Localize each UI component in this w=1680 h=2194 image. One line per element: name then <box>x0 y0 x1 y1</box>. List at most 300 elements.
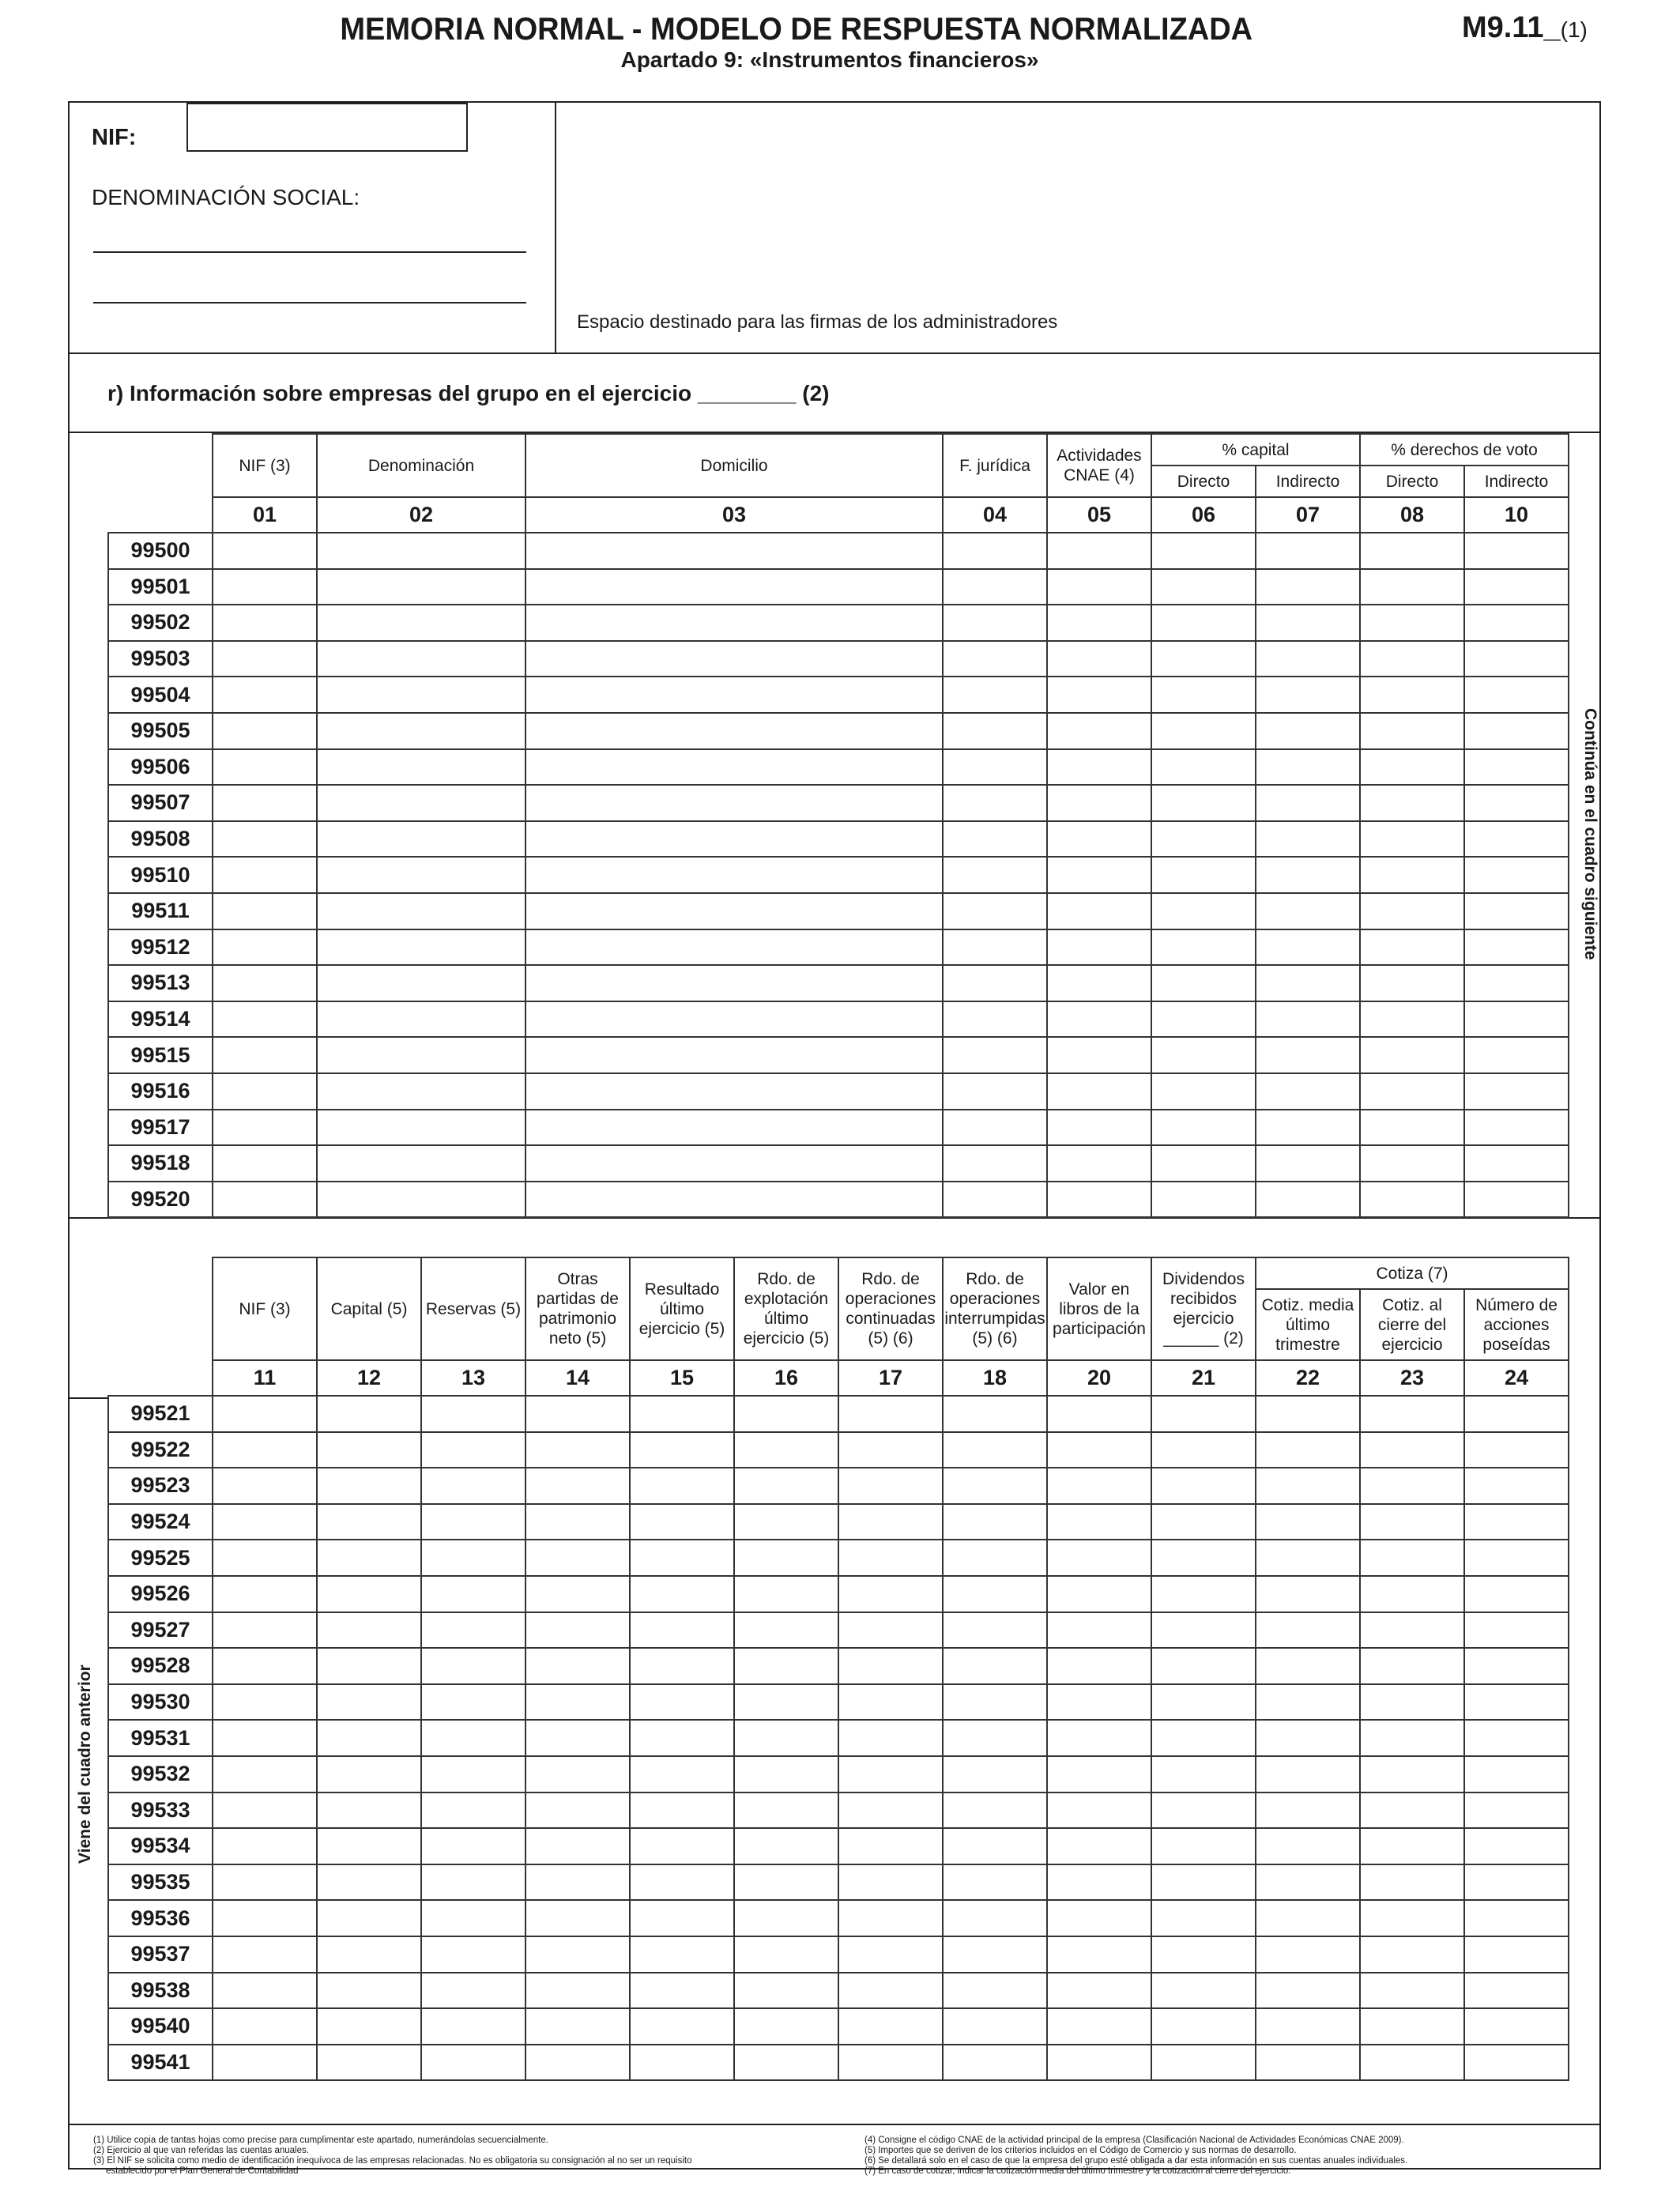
data-cell[interactable] <box>1360 1828 1464 1864</box>
data-cell[interactable] <box>213 1973 317 2009</box>
data-cell[interactable] <box>317 1037 525 1073</box>
data-cell[interactable] <box>1360 929 1464 966</box>
data-cell[interactable] <box>317 1576 421 1612</box>
data-cell[interactable] <box>1464 965 1569 1001</box>
data-cell[interactable] <box>1464 569 1569 605</box>
data-cell[interactable] <box>317 1648 421 1684</box>
data-cell[interactable] <box>1360 749 1464 786</box>
data-cell[interactable] <box>1047 1504 1151 1540</box>
data-cell[interactable] <box>943 1468 1047 1504</box>
data-cell[interactable] <box>525 1936 630 1973</box>
data-cell[interactable] <box>734 1684 838 1721</box>
data-cell[interactable] <box>317 1145 525 1182</box>
data-cell[interactable] <box>838 1900 943 1936</box>
data-cell[interactable] <box>943 2008 1047 2045</box>
data-cell[interactable] <box>213 1504 317 1540</box>
data-cell[interactable] <box>838 1432 943 1468</box>
data-cell[interactable] <box>421 1396 525 1432</box>
data-cell[interactable] <box>1360 1576 1464 1612</box>
data-cell[interactable] <box>421 1540 525 1576</box>
data-cell[interactable] <box>525 749 943 786</box>
data-cell[interactable] <box>1256 929 1360 966</box>
data-cell[interactable] <box>1256 1396 1360 1432</box>
data-cell[interactable] <box>1256 677 1360 713</box>
data-cell[interactable] <box>1360 785 1464 821</box>
data-cell[interactable] <box>838 1648 943 1684</box>
denominacion-line-2[interactable] <box>93 302 526 303</box>
data-cell[interactable] <box>1256 893 1360 929</box>
data-cell[interactable] <box>734 1648 838 1684</box>
data-cell[interactable] <box>1047 1001 1151 1038</box>
data-cell[interactable] <box>421 2008 525 2045</box>
data-cell[interactable] <box>1151 1828 1256 1864</box>
data-cell[interactable] <box>1047 749 1151 786</box>
data-cell[interactable] <box>1047 713 1151 749</box>
data-cell[interactable] <box>1256 1936 1360 1973</box>
data-cell[interactable] <box>421 1828 525 1864</box>
data-cell[interactable] <box>1256 1432 1360 1468</box>
data-cell[interactable] <box>525 1684 630 1721</box>
data-cell[interactable] <box>317 605 525 641</box>
data-cell[interactable] <box>525 1793 630 1829</box>
data-cell[interactable] <box>1256 1612 1360 1649</box>
data-cell[interactable] <box>1360 677 1464 713</box>
data-cell[interactable] <box>943 1396 1047 1432</box>
data-cell[interactable] <box>1151 857 1256 893</box>
data-cell[interactable] <box>630 1468 734 1504</box>
data-cell[interactable] <box>838 1720 943 1756</box>
data-cell[interactable] <box>734 1756 838 1793</box>
data-cell[interactable] <box>734 1576 838 1612</box>
data-cell[interactable] <box>1151 1648 1256 1684</box>
data-cell[interactable] <box>213 929 317 966</box>
data-cell[interactable] <box>1151 1001 1256 1038</box>
data-cell[interactable] <box>1256 569 1360 605</box>
data-cell[interactable] <box>213 1468 317 1504</box>
data-cell[interactable] <box>1464 785 1569 821</box>
data-cell[interactable] <box>213 1432 317 1468</box>
data-cell[interactable] <box>1256 1864 1360 1901</box>
data-cell[interactable] <box>1464 1110 1569 1146</box>
data-cell[interactable] <box>1047 1828 1151 1864</box>
data-cell[interactable] <box>1047 2045 1151 2081</box>
data-cell[interactable] <box>1360 641 1464 677</box>
data-cell[interactable] <box>525 569 943 605</box>
data-cell[interactable] <box>317 749 525 786</box>
data-cell[interactable] <box>943 533 1047 569</box>
data-cell[interactable] <box>734 1720 838 1756</box>
data-cell[interactable] <box>734 1936 838 1973</box>
data-cell[interactable] <box>943 2045 1047 2081</box>
data-cell[interactable] <box>630 1756 734 1793</box>
data-cell[interactable] <box>317 929 525 966</box>
data-cell[interactable] <box>213 1900 317 1936</box>
data-cell[interactable] <box>1151 1504 1256 1540</box>
data-cell[interactable] <box>943 785 1047 821</box>
data-cell[interactable] <box>734 1864 838 1901</box>
data-cell[interactable] <box>630 1864 734 1901</box>
data-cell[interactable] <box>525 677 943 713</box>
data-cell[interactable] <box>1151 1756 1256 1793</box>
data-cell[interactable] <box>630 1828 734 1864</box>
data-cell[interactable] <box>1151 1073 1256 1110</box>
data-cell[interactable] <box>1151 2008 1256 2045</box>
data-cell[interactable] <box>525 1432 630 1468</box>
data-cell[interactable] <box>1360 1973 1464 2009</box>
data-cell[interactable] <box>317 1900 421 1936</box>
data-cell[interactable] <box>1256 857 1360 893</box>
data-cell[interactable] <box>525 1396 630 1432</box>
data-cell[interactable] <box>1151 1720 1256 1756</box>
data-cell[interactable] <box>943 1540 1047 1576</box>
data-cell[interactable] <box>1151 1037 1256 1073</box>
data-cell[interactable] <box>317 821 525 858</box>
data-cell[interactable] <box>734 1468 838 1504</box>
data-cell[interactable] <box>734 1828 838 1864</box>
data-cell[interactable] <box>1151 1432 1256 1468</box>
data-cell[interactable] <box>213 893 317 929</box>
data-cell[interactable] <box>943 1793 1047 1829</box>
data-cell[interactable] <box>525 533 943 569</box>
data-cell[interactable] <box>1360 965 1464 1001</box>
data-cell[interactable] <box>317 1504 421 1540</box>
data-cell[interactable] <box>1047 1145 1151 1182</box>
data-cell[interactable] <box>734 1504 838 1540</box>
data-cell[interactable] <box>525 1182 943 1218</box>
data-cell[interactable] <box>1047 1793 1151 1829</box>
data-cell[interactable] <box>838 1793 943 1829</box>
data-cell[interactable] <box>1464 1432 1569 1468</box>
data-cell[interactable] <box>317 1793 421 1829</box>
data-cell[interactable] <box>1047 1540 1151 1576</box>
data-cell[interactable] <box>213 1793 317 1829</box>
data-cell[interactable] <box>1360 1720 1464 1756</box>
data-cell[interactable] <box>838 1468 943 1504</box>
data-cell[interactable] <box>317 1828 421 1864</box>
data-cell[interactable] <box>525 2008 630 2045</box>
data-cell[interactable] <box>1464 1684 1569 1721</box>
data-cell[interactable] <box>630 1973 734 2009</box>
data-cell[interactable] <box>734 1973 838 2009</box>
data-cell[interactable] <box>1360 893 1464 929</box>
data-cell[interactable] <box>525 2045 630 2081</box>
data-cell[interactable] <box>630 1396 734 1432</box>
data-cell[interactable] <box>317 677 525 713</box>
data-cell[interactable] <box>1047 1037 1151 1073</box>
data-cell[interactable] <box>734 1540 838 1576</box>
data-cell[interactable] <box>525 1540 630 1576</box>
data-cell[interactable] <box>838 1756 943 1793</box>
data-cell[interactable] <box>838 2045 943 2081</box>
data-cell[interactable] <box>630 1612 734 1649</box>
data-cell[interactable] <box>1360 1936 1464 1973</box>
data-cell[interactable] <box>1360 1432 1464 1468</box>
data-cell[interactable] <box>1360 1793 1464 1829</box>
data-cell[interactable] <box>1047 1396 1151 1432</box>
data-cell[interactable] <box>1464 2008 1569 2045</box>
data-cell[interactable] <box>1047 1756 1151 1793</box>
data-cell[interactable] <box>838 1973 943 2009</box>
data-cell[interactable] <box>525 1110 943 1146</box>
data-cell[interactable] <box>213 1612 317 1649</box>
data-cell[interactable] <box>630 2045 734 2081</box>
data-cell[interactable] <box>317 533 525 569</box>
data-cell[interactable] <box>525 641 943 677</box>
data-cell[interactable] <box>1151 1900 1256 1936</box>
data-cell[interactable] <box>317 1396 421 1432</box>
data-cell[interactable] <box>213 1182 317 1218</box>
data-cell[interactable] <box>525 893 943 929</box>
data-cell[interactable] <box>1464 1648 1569 1684</box>
data-cell[interactable] <box>317 1468 421 1504</box>
data-cell[interactable] <box>1151 1576 1256 1612</box>
data-cell[interactable] <box>1464 1828 1569 1864</box>
data-cell[interactable] <box>943 1504 1047 1540</box>
data-cell[interactable] <box>525 1973 630 2009</box>
data-cell[interactable] <box>213 785 317 821</box>
data-cell[interactable] <box>213 1936 317 1973</box>
data-cell[interactable] <box>421 1648 525 1684</box>
data-cell[interactable] <box>213 713 317 749</box>
data-cell[interactable] <box>317 1073 525 1110</box>
data-cell[interactable] <box>213 1145 317 1182</box>
data-cell[interactable] <box>1464 1720 1569 1756</box>
data-cell[interactable] <box>1151 677 1256 713</box>
data-cell[interactable] <box>1047 1973 1151 2009</box>
data-cell[interactable] <box>525 1612 630 1649</box>
data-cell[interactable] <box>1151 1864 1256 1901</box>
data-cell[interactable] <box>943 1936 1047 1973</box>
data-cell[interactable] <box>1464 1182 1569 1218</box>
data-cell[interactable] <box>1047 821 1151 858</box>
data-cell[interactable] <box>1464 1936 1569 1973</box>
data-cell[interactable] <box>943 713 1047 749</box>
data-cell[interactable] <box>1047 1684 1151 1721</box>
data-cell[interactable] <box>1047 1864 1151 1901</box>
data-cell[interactable] <box>1360 1037 1464 1073</box>
data-cell[interactable] <box>1256 1468 1360 1504</box>
data-cell[interactable] <box>1047 929 1151 966</box>
data-cell[interactable] <box>630 1432 734 1468</box>
data-cell[interactable] <box>421 1612 525 1649</box>
data-cell[interactable] <box>213 641 317 677</box>
data-cell[interactable] <box>1256 1576 1360 1612</box>
data-cell[interactable] <box>838 2008 943 2045</box>
data-cell[interactable] <box>1151 1110 1256 1146</box>
data-cell[interactable] <box>1360 1540 1464 1576</box>
data-cell[interactable] <box>1256 713 1360 749</box>
data-cell[interactable] <box>1360 1864 1464 1901</box>
data-cell[interactable] <box>1464 929 1569 966</box>
data-cell[interactable] <box>1360 1900 1464 1936</box>
data-cell[interactable] <box>734 1396 838 1432</box>
data-cell[interactable] <box>1047 1936 1151 1973</box>
data-cell[interactable] <box>1047 2008 1151 2045</box>
data-cell[interactable] <box>1464 1576 1569 1612</box>
data-cell[interactable] <box>213 749 317 786</box>
data-cell[interactable] <box>317 1001 525 1038</box>
data-cell[interactable] <box>1047 1648 1151 1684</box>
data-cell[interactable] <box>943 1037 1047 1073</box>
data-cell[interactable] <box>943 821 1047 858</box>
data-cell[interactable] <box>317 1182 525 1218</box>
data-cell[interactable] <box>1360 1684 1464 1721</box>
data-cell[interactable] <box>1047 785 1151 821</box>
data-cell[interactable] <box>943 929 1047 966</box>
data-cell[interactable] <box>943 1576 1047 1612</box>
data-cell[interactable] <box>421 1756 525 1793</box>
data-cell[interactable] <box>1256 1793 1360 1829</box>
data-cell[interactable] <box>317 1432 421 1468</box>
data-cell[interactable] <box>317 1684 421 1721</box>
data-cell[interactable] <box>1256 965 1360 1001</box>
data-cell[interactable] <box>213 1720 317 1756</box>
data-cell[interactable] <box>1151 1936 1256 1973</box>
data-cell[interactable] <box>1047 533 1151 569</box>
data-cell[interactable] <box>213 1576 317 1612</box>
data-cell[interactable] <box>421 1793 525 1829</box>
data-cell[interactable] <box>1047 965 1151 1001</box>
data-cell[interactable] <box>213 1684 317 1721</box>
data-cell[interactable] <box>525 857 943 893</box>
data-cell[interactable] <box>1047 1468 1151 1504</box>
data-cell[interactable] <box>1360 821 1464 858</box>
data-cell[interactable] <box>1256 1720 1360 1756</box>
data-cell[interactable] <box>525 1001 943 1038</box>
data-cell[interactable] <box>1047 1182 1151 1218</box>
data-cell[interactable] <box>525 605 943 641</box>
data-cell[interactable] <box>1464 1612 1569 1649</box>
data-cell[interactable] <box>1256 785 1360 821</box>
data-cell[interactable] <box>1360 857 1464 893</box>
data-cell[interactable] <box>838 1828 943 1864</box>
data-cell[interactable] <box>525 1145 943 1182</box>
data-cell[interactable] <box>1360 1612 1464 1649</box>
data-cell[interactable] <box>1360 1073 1464 1110</box>
data-cell[interactable] <box>1151 821 1256 858</box>
data-cell[interactable] <box>525 785 943 821</box>
data-cell[interactable] <box>317 893 525 929</box>
data-cell[interactable] <box>1151 605 1256 641</box>
data-cell[interactable] <box>1464 1001 1569 1038</box>
data-cell[interactable] <box>421 1684 525 1721</box>
data-cell[interactable] <box>525 965 943 1001</box>
data-cell[interactable] <box>1464 1504 1569 1540</box>
data-cell[interactable] <box>213 2045 317 2081</box>
data-cell[interactable] <box>1047 893 1151 929</box>
data-cell[interactable] <box>943 857 1047 893</box>
data-cell[interactable] <box>317 2045 421 2081</box>
data-cell[interactable] <box>734 2045 838 2081</box>
data-cell[interactable] <box>213 677 317 713</box>
data-cell[interactable] <box>1256 1110 1360 1146</box>
data-cell[interactable] <box>1360 713 1464 749</box>
data-cell[interactable] <box>1464 1145 1569 1182</box>
data-cell[interactable] <box>1360 1468 1464 1504</box>
data-cell[interactable] <box>1151 893 1256 929</box>
data-cell[interactable] <box>1360 2045 1464 2081</box>
data-cell[interactable] <box>630 2008 734 2045</box>
data-cell[interactable] <box>734 1612 838 1649</box>
data-cell[interactable] <box>1047 569 1151 605</box>
data-cell[interactable] <box>1464 1900 1569 1936</box>
data-cell[interactable] <box>525 1756 630 1793</box>
data-cell[interactable] <box>943 1973 1047 2009</box>
data-cell[interactable] <box>630 1648 734 1684</box>
data-cell[interactable] <box>1047 677 1151 713</box>
data-cell[interactable] <box>1464 1037 1569 1073</box>
data-cell[interactable] <box>1256 1684 1360 1721</box>
data-cell[interactable] <box>213 1756 317 1793</box>
data-cell[interactable] <box>1047 1612 1151 1649</box>
data-cell[interactable] <box>943 1720 1047 1756</box>
data-cell[interactable] <box>1464 641 1569 677</box>
data-cell[interactable] <box>1464 1864 1569 1901</box>
data-cell[interactable] <box>317 1612 421 1649</box>
data-cell[interactable] <box>421 1864 525 1901</box>
data-cell[interactable] <box>1151 1182 1256 1218</box>
data-cell[interactable] <box>1151 1793 1256 1829</box>
data-cell[interactable] <box>525 1037 943 1073</box>
data-cell[interactable] <box>1256 1648 1360 1684</box>
data-cell[interactable] <box>1360 1504 1464 1540</box>
data-cell[interactable] <box>317 569 525 605</box>
data-cell[interactable] <box>1464 1540 1569 1576</box>
data-cell[interactable] <box>1256 1073 1360 1110</box>
data-cell[interactable] <box>1464 533 1569 569</box>
data-cell[interactable] <box>1464 1793 1569 1829</box>
data-cell[interactable] <box>943 1864 1047 1901</box>
data-cell[interactable] <box>421 1576 525 1612</box>
data-cell[interactable] <box>1047 1110 1151 1146</box>
data-cell[interactable] <box>213 605 317 641</box>
data-cell[interactable] <box>1256 821 1360 858</box>
data-cell[interactable] <box>525 821 943 858</box>
data-cell[interactable] <box>1360 569 1464 605</box>
data-cell[interactable] <box>1047 1900 1151 1936</box>
data-cell[interactable] <box>1151 1973 1256 2009</box>
data-cell[interactable] <box>943 1684 1047 1721</box>
data-cell[interactable] <box>1256 1001 1360 1038</box>
data-cell[interactable] <box>213 965 317 1001</box>
data-cell[interactable] <box>525 1648 630 1684</box>
data-cell[interactable] <box>1256 1756 1360 1793</box>
data-cell[interactable] <box>1464 677 1569 713</box>
data-cell[interactable] <box>1360 2008 1464 2045</box>
data-cell[interactable] <box>943 1648 1047 1684</box>
data-cell[interactable] <box>1151 749 1256 786</box>
data-cell[interactable] <box>1464 1396 1569 1432</box>
data-cell[interactable] <box>1151 569 1256 605</box>
data-cell[interactable] <box>1360 1145 1464 1182</box>
data-cell[interactable] <box>1256 1145 1360 1182</box>
data-cell[interactable] <box>317 857 525 893</box>
data-cell[interactable] <box>943 893 1047 929</box>
data-cell[interactable] <box>943 749 1047 786</box>
data-cell[interactable] <box>1464 749 1569 786</box>
data-cell[interactable] <box>943 1110 1047 1146</box>
data-cell[interactable] <box>943 1900 1047 1936</box>
data-cell[interactable] <box>317 2008 421 2045</box>
data-cell[interactable] <box>1151 641 1256 677</box>
data-cell[interactable] <box>1360 533 1464 569</box>
data-cell[interactable] <box>943 1182 1047 1218</box>
data-cell[interactable] <box>1151 713 1256 749</box>
data-cell[interactable] <box>1464 857 1569 893</box>
data-cell[interactable] <box>213 857 317 893</box>
data-cell[interactable] <box>525 1864 630 1901</box>
data-cell[interactable] <box>213 821 317 858</box>
